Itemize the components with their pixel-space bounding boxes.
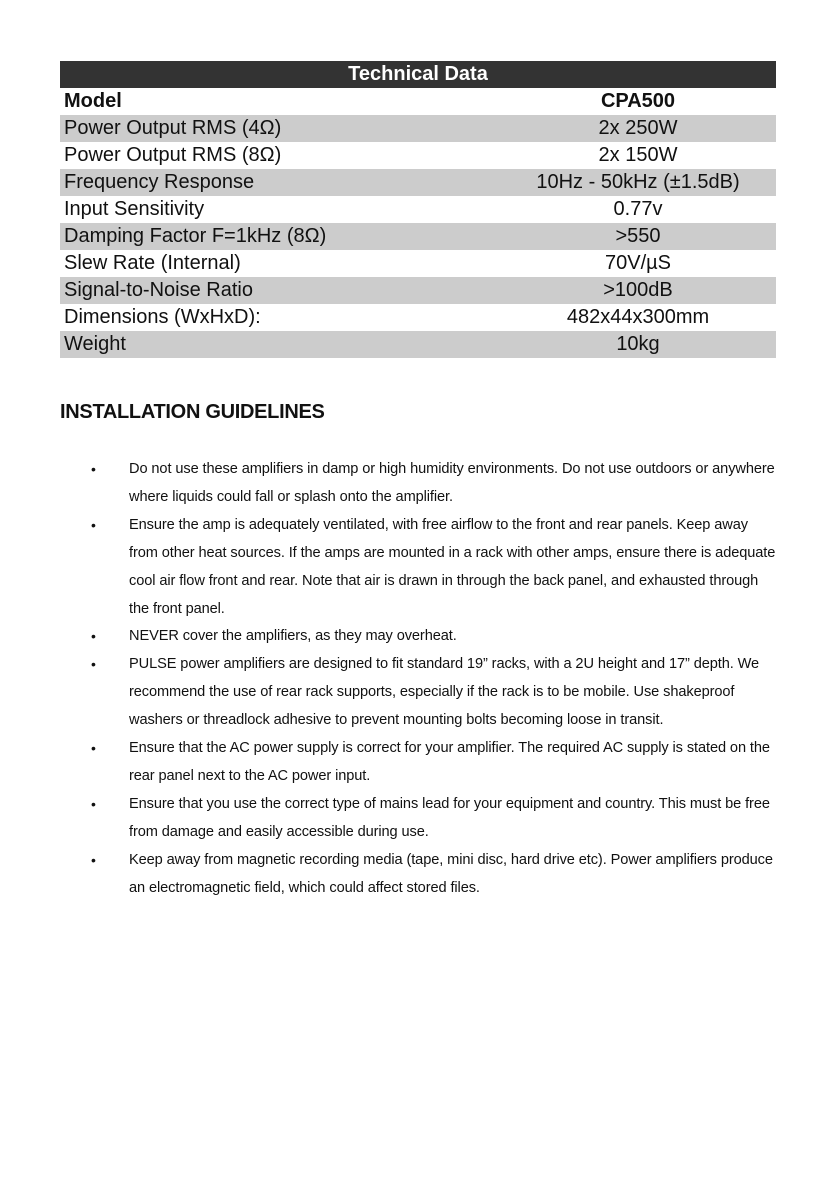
list-item <box>60 847 780 903</box>
list-item <box>60 651 780 735</box>
guideline-text: Do not use these amplifiers in damp or high humidity environments. Do not use outdoors or anywhere where liquids could fall or splash onto the amplifier. <box>129 461 775 505</box>
guideline-text: PULSE power amplifiers are designed to fit standard 19” racks, with a 2U height and 17” depth. We recommend the use of rear rack supports, especially if the rack is to be mobile. Use shakeproof washers or threadlock adhesive to prevent mounting bolts becoming loose in transit. <box>129 656 760 729</box>
spec-value: 70V/µS <box>604 252 671 274</box>
table-row <box>60 331 776 358</box>
bullet-icon: • <box>91 740 96 757</box>
table-row <box>60 142 776 169</box>
table-row <box>60 169 776 196</box>
spec-value: >550 <box>500 223 776 250</box>
spec-value: 10Hz - 50kHz (±1.5dB) <box>500 169 776 196</box>
model-value: CPA500 <box>600 90 676 112</box>
guideline-text: Ensure that you use the correct type of mains lead for your equipment and country. This must be free from damage and easily accessible during use. <box>129 795 770 840</box>
installation-guidelines-heading: INSTALLATION GUIDELINES <box>60 401 325 423</box>
bullet-icon: • <box>91 851 96 868</box>
list-item <box>60 456 780 512</box>
spec-label: Input Sensitivity <box>64 198 205 220</box>
spec-label: Dimensions (WxHxD): <box>64 306 261 328</box>
list-item <box>60 623 780 651</box>
spec-value: 482x44x300mm <box>566 306 710 328</box>
spec-label: Weight <box>60 331 500 358</box>
bullet-icon: • <box>91 516 96 533</box>
spec-value: 10kg <box>500 331 776 358</box>
spec-label: Power Output RMS (8Ω) <box>64 144 282 166</box>
spec-label: Damping Factor F=1kHz (8Ω) <box>60 223 500 250</box>
table-row <box>60 250 776 277</box>
spec-value: >100dB <box>500 277 776 304</box>
technical-data-table <box>60 61 776 358</box>
spec-value: 2x 250W <box>500 115 776 142</box>
spec-value: 0.77v <box>613 198 663 220</box>
list-item <box>60 735 780 791</box>
table-row <box>60 223 776 250</box>
spec-label: Power Output RMS (4Ω) <box>60 115 500 142</box>
guideline-text: NEVER cover the amplifiers, as they may overheat. <box>129 628 457 645</box>
table-title: Technical Data <box>60 61 776 88</box>
table-row <box>60 196 776 223</box>
guideline-text: Ensure that the AC power supply is correct for your amplifier. The required AC supply is stated on the rear panel next to the AC power input. <box>129 740 770 784</box>
spec-value: 2x 150W <box>598 144 678 166</box>
spec-label: Signal-to-Noise Ratio <box>60 277 500 304</box>
bullet-icon: • <box>91 795 96 812</box>
guideline-text: Ensure the amp is adequately ventilated, with free airflow to the front and rear panels. Keep away from other heat sources. If the amps are mounted in a rack with other amps, ensure there is adequate cool air flow front and rear. Note that air is drawn in through the back panel, and exhausted through the front panel. <box>129 516 776 617</box>
list-item <box>60 512 780 624</box>
spec-label: Frequency Response <box>60 169 500 196</box>
table-row <box>60 115 776 142</box>
model-label: Model <box>64 90 122 112</box>
table-header-row <box>60 88 776 115</box>
bullet-icon: • <box>91 656 96 673</box>
guideline-text: Keep away from magnetic recording media (tape, mini disc, hard drive etc). Power amplifiers produce an electromagnetic field, which could affect stored files. <box>129 851 773 896</box>
installation-guidelines-list <box>60 456 780 903</box>
spec-label: Slew Rate (Internal) <box>64 252 241 274</box>
list-item <box>60 791 780 847</box>
table-row <box>60 304 776 331</box>
bullet-icon: • <box>91 628 96 645</box>
table-row <box>60 277 776 304</box>
bullet-icon: • <box>91 461 96 477</box>
